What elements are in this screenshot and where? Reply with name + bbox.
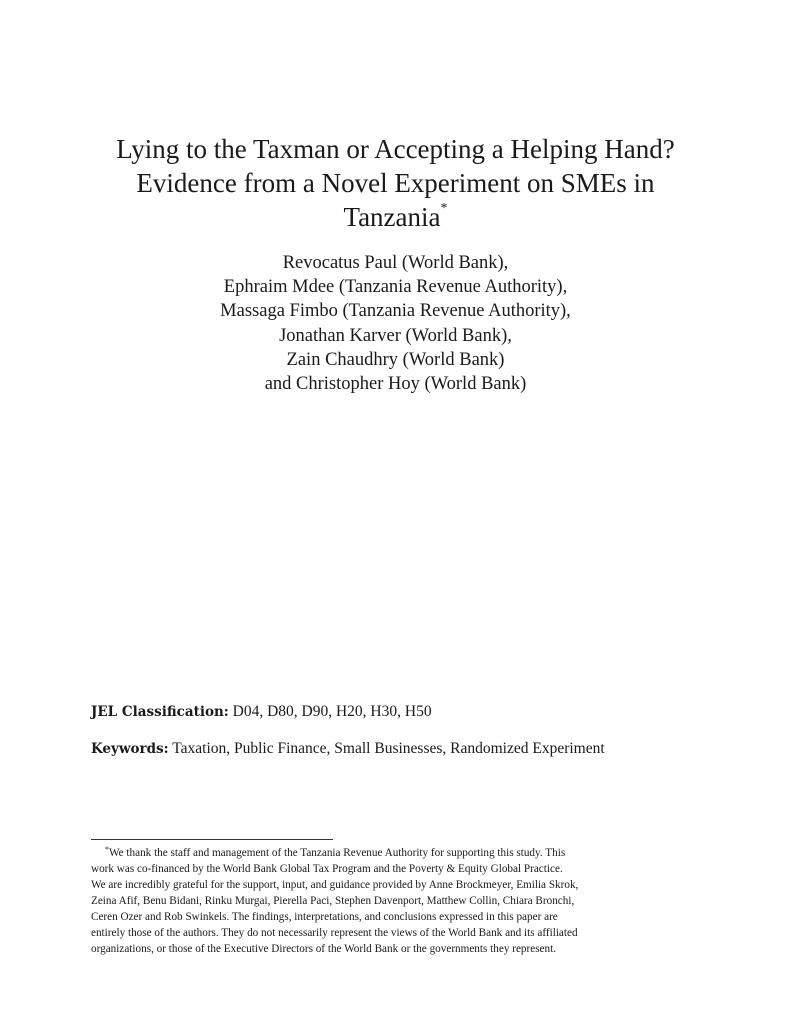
keywords bbox=[91, 740, 605, 758]
footnote-line: work was co-financed by the World Bank Global Tax Program and the Poverty & Equity Global Practice. bbox=[91, 863, 563, 875]
footnote-line: organizations, or those of the Executive Directors of the World Bank or the governments they represent. bbox=[91, 943, 557, 955]
footnote-line: entirely those of the authors. They do not necessarily represent the views of the World Bank and its affiliated bbox=[91, 927, 578, 939]
author-line: Revocatus Paul (World Bank), bbox=[282, 253, 509, 273]
keywords-value: Taxation, Public Finance, Small Businesses, Randomized Experiment bbox=[172, 740, 605, 757]
paper-title bbox=[90, 132, 701, 234]
author-line: Jonathan Karver (World Bank), bbox=[279, 325, 512, 346]
author-line: Zain Chaudhry (World Bank) bbox=[286, 349, 505, 370]
jel-value: D04, D80, D90, H20, H30, H50 bbox=[232, 703, 432, 720]
author-line: Ephraim Mdee (Tanzania Revenue Authority), bbox=[223, 277, 568, 298]
jel-label: JEL Classification: bbox=[91, 704, 229, 720]
footnote-line: We are incredibly grateful for the support, input, and guidance provided by Anne Brockmeyer, Emilia Skrok, bbox=[91, 879, 579, 891]
footnote-line bbox=[91, 845, 699, 861]
footnote-divider bbox=[91, 839, 333, 840]
title-line-3 bbox=[90, 200, 701, 234]
author-line: and Christopher Hoy (World Bank) bbox=[264, 374, 527, 395]
jel-classification bbox=[91, 703, 432, 721]
footnote-marker: * bbox=[105, 845, 109, 854]
title-footnote-marker: * bbox=[440, 201, 448, 216]
title-line-1: Lying to the Taxman or Accepting a Helping Hand? bbox=[116, 134, 675, 164]
title-line-3-text: Tanzania bbox=[343, 202, 441, 232]
author-list bbox=[90, 251, 701, 396]
keywords-label: Keywords: bbox=[91, 741, 169, 757]
title-line-2: Evidence from a Novel Experiment on SMEs in bbox=[136, 168, 655, 198]
footnote-line: Zeina Afif, Benu Bidani, Rinku Murgai, Pierella Paci, Stephen Davenport, Matthew Collin, Chiara Bronchi, bbox=[91, 895, 575, 907]
title-footnote bbox=[91, 845, 699, 957]
footnote-line: Ceren Ozer and Rob Swinkels. The findings, interpretations, and conclusions expressed in this paper are bbox=[91, 911, 558, 923]
footnote-line-text: We thank the staff and management of the Tanzania Revenue Authority for supporting this study. This bbox=[109, 847, 566, 859]
author-line: Massaga Fimbo (Tanzania Revenue Authority), bbox=[220, 301, 571, 322]
